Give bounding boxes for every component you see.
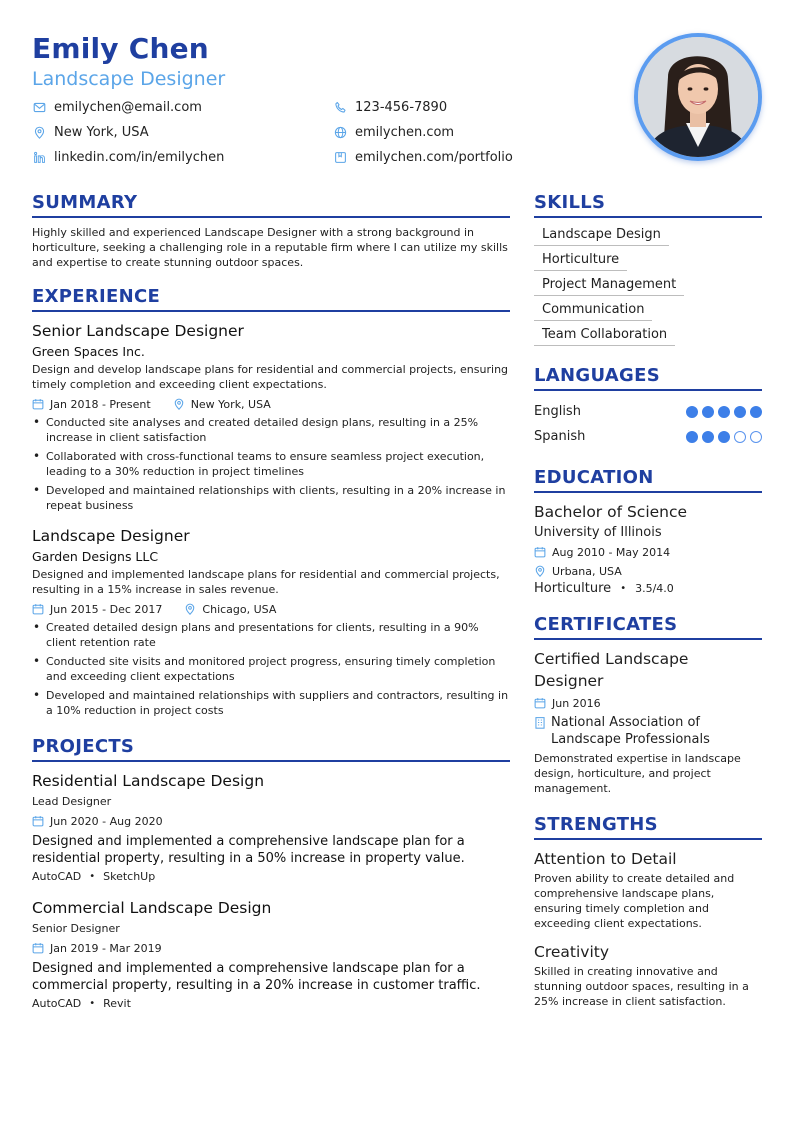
right-column (534, 190, 762, 1009)
skill-tag: Landscape Design (534, 224, 669, 246)
contact-portfolio[interactable] (333, 147, 513, 167)
gpa: 3.5/4.0 (635, 582, 674, 595)
project-item (32, 897, 510, 1010)
calendar-icon (32, 942, 45, 955)
level-dot-filled (718, 431, 730, 443)
contact-linkedin[interactable] (32, 147, 224, 167)
project-title: Commercial Landscape Design (32, 899, 272, 917)
certificate-issuer: National Association of Landscape Professionals (551, 715, 710, 747)
strength-title: Creativity (534, 943, 610, 961)
linkedin-icon (32, 150, 46, 164)
job-description: Designed and implemented landscape plans for residential and commercial projects, resulting in a 15% increase in sales revenue. (32, 568, 500, 596)
calendar-icon (534, 697, 547, 710)
skill-tag: Project Management (534, 274, 684, 296)
education-location-row (534, 562, 762, 580)
level-dot-filled (686, 406, 698, 418)
job-bullets (32, 415, 510, 513)
list-item: • Developed and maintained relationships with clients, resulting in a 20% increase in repeat business (32, 483, 510, 513)
contact-phone[interactable] (333, 97, 447, 117)
level-dot-filled (702, 406, 714, 418)
education-field-row: Horticulture • 3.5/4.0 (534, 581, 674, 596)
education-dates-row (534, 543, 762, 561)
phone-icon (333, 100, 347, 114)
map-pin-icon (534, 565, 547, 578)
summary-text: Highly skilled and experienced Landscape Designer with a strong background in horticulture, seeking a challenging role in a reputable firm where I can utilize my skills and expertise to create stunning outdoor spaces. (32, 226, 508, 269)
company-name: Green Spaces Inc. (32, 344, 145, 359)
calendar-icon (534, 546, 547, 559)
job-dates: Jan 2018 - Present (50, 397, 151, 411)
globe-icon (333, 125, 347, 139)
strength-description: Proven ability to create detailed and comprehensive landscape plans, ensuring timely completion and exceeding client expectations. (534, 872, 735, 930)
list-item: • Collaborated with cross-functional teams to ensure seamless project execution, leading to a 30% reduction in project timelines (32, 449, 510, 479)
level-dot-filled (750, 406, 762, 418)
portfolio-icon (333, 150, 347, 164)
language-row (534, 399, 762, 424)
company-name: Garden Designs LLC (32, 549, 159, 564)
job-location: New York, USA (190, 397, 271, 411)
experience-section (32, 284, 510, 718)
candidate-role: Landscape Designer (32, 68, 226, 90)
strengths-section (534, 812, 762, 1009)
skills-section (534, 190, 762, 349)
job-description: Design and develop landscape plans for residential and commercial projects, ensuring timely completion and exceeding client expectations. (32, 363, 509, 391)
skills-list (534, 224, 762, 349)
certificate-date: Jun 2016 (552, 696, 601, 710)
job-title: Landscape Designer (32, 527, 190, 545)
map-pin-icon (184, 603, 197, 616)
skill-tag: Team Collaboration (534, 324, 675, 346)
level-dot-filled (702, 431, 714, 443)
education-section (534, 465, 762, 596)
list-item: • Conducted site visits and monitored project progress, ensuring timely completion and exceeding client expectations (32, 654, 510, 684)
tag: AutoCAD (32, 997, 82, 1010)
job-dates: Jun 2015 - Dec 2017 (50, 602, 163, 616)
projects-heading: PROJECTS (32, 734, 510, 762)
location-text: New York, USA (54, 124, 149, 140)
certificates-section (534, 612, 762, 796)
language-name: English (534, 404, 581, 419)
experience-heading: EXPERIENCE (32, 284, 510, 312)
resume-header (32, 30, 632, 172)
project-title: Residential Landscape Design (32, 772, 265, 790)
project-tags: AutoCAD • Revit (32, 997, 131, 1010)
education-heading: EDUCATION (534, 465, 762, 493)
calendar-icon (32, 398, 45, 411)
calendar-icon (32, 603, 45, 616)
candidate-name: Emily Chen (32, 32, 209, 65)
education-dates: Aug 2010 - May 2014 (552, 545, 671, 559)
avatar (638, 37, 758, 157)
projects-section (32, 734, 510, 1010)
summary-heading: SUMMARY (32, 190, 510, 218)
project-dates: Jun 2020 - Aug 2020 (50, 814, 163, 828)
project-meta (32, 812, 510, 830)
language-level-dots (686, 406, 762, 418)
job-bullets (32, 620, 510, 718)
project-dates: Jan 2019 - Mar 2019 (50, 941, 162, 955)
tag: AutoCAD (32, 870, 82, 883)
job-title: Senior Landscape Designer (32, 322, 244, 340)
skill-tag: Communication (534, 299, 652, 321)
contact-location (32, 122, 149, 142)
project-role: Lead Designer (32, 795, 112, 808)
strength-title: Attention to Detail (534, 850, 677, 868)
tag: Revit (103, 997, 131, 1010)
project-item (32, 770, 510, 883)
list-item: • Developed and maintained relationships with suppliers and contractors, resulting in a 10% reduction in project costs (32, 688, 510, 718)
school-name: University of Illinois (534, 525, 662, 540)
list-item: • Created detailed design plans and presentations for clients, resulting in a 90% client retention rate (32, 620, 510, 650)
strength-description: Skilled in creating innovative and stunning outdoor spaces, resulting in a 25% increase in client satisfaction. (534, 965, 749, 1008)
language-name: Spanish (534, 429, 586, 444)
envelope-icon (32, 100, 46, 114)
field-of-study: Horticulture (534, 581, 612, 596)
profile-photo-frame (634, 33, 762, 161)
languages-section (534, 363, 762, 449)
project-description: Designed and implemented a comprehensive landscape plan for a commercial property, resulting in a 20% increase in customer traffic. (32, 961, 481, 993)
language-level-dots (686, 431, 762, 443)
project-role: Senior Designer (32, 922, 120, 935)
email-text: emilychen@email.com (54, 99, 202, 115)
map-pin-icon (32, 125, 46, 139)
phone-text: 123-456-7890 (355, 99, 448, 115)
level-dot-empty (734, 431, 746, 443)
project-description: Designed and implemented a comprehensive landscape plan for a residential property, resulting in a 50% increase in property value. (32, 834, 465, 866)
contact-list (32, 97, 632, 172)
certificates-heading: CERTIFICATES (534, 612, 762, 640)
certificate-issuer-row (534, 714, 762, 748)
calendar-icon (32, 815, 45, 828)
left-column (32, 190, 510, 1010)
list-item: • Conducted site analyses and created detailed design plans, resulting in a 25% increase in client satisfaction (32, 415, 510, 445)
strength-item (534, 941, 762, 1009)
contact-email[interactable] (32, 97, 202, 117)
map-pin-icon (173, 398, 186, 411)
job-meta (32, 600, 510, 618)
project-tags: AutoCAD • SketchUp (32, 870, 156, 883)
certificate-description: Demonstrated expertise in landscape design, horticulture, and project management. (534, 752, 741, 795)
project-meta (32, 939, 510, 957)
degree: Bachelor of Science (534, 503, 688, 521)
building-icon (534, 716, 546, 729)
contact-website[interactable] (333, 122, 454, 142)
website-text: emilychen.com (355, 124, 455, 140)
skill-tag: Horticulture (534, 249, 627, 271)
level-dot-empty (750, 431, 762, 443)
certificate-name: Certified Landscape Designer (534, 650, 689, 690)
experience-item (32, 320, 510, 513)
languages-heading: LANGUAGES (534, 363, 762, 391)
job-location: Chicago, USA (202, 602, 277, 616)
education-location: Urbana, USA (552, 564, 622, 578)
experience-item (32, 525, 510, 718)
summary-section (32, 190, 510, 270)
level-dot-filled (686, 431, 698, 443)
portfolio-text: emilychen.com/portfolio (355, 149, 513, 165)
level-dot-filled (734, 406, 746, 418)
skills-heading: SKILLS (534, 190, 762, 218)
strengths-heading: STRENGTHS (534, 812, 762, 840)
language-row (534, 424, 762, 449)
level-dot-filled (718, 406, 730, 418)
strength-item (534, 848, 762, 931)
linkedin-text: linkedin.com/in/emilychen (54, 149, 225, 165)
job-meta (32, 395, 510, 413)
certificate-date-row (534, 694, 762, 712)
tag: SketchUp (103, 870, 156, 883)
